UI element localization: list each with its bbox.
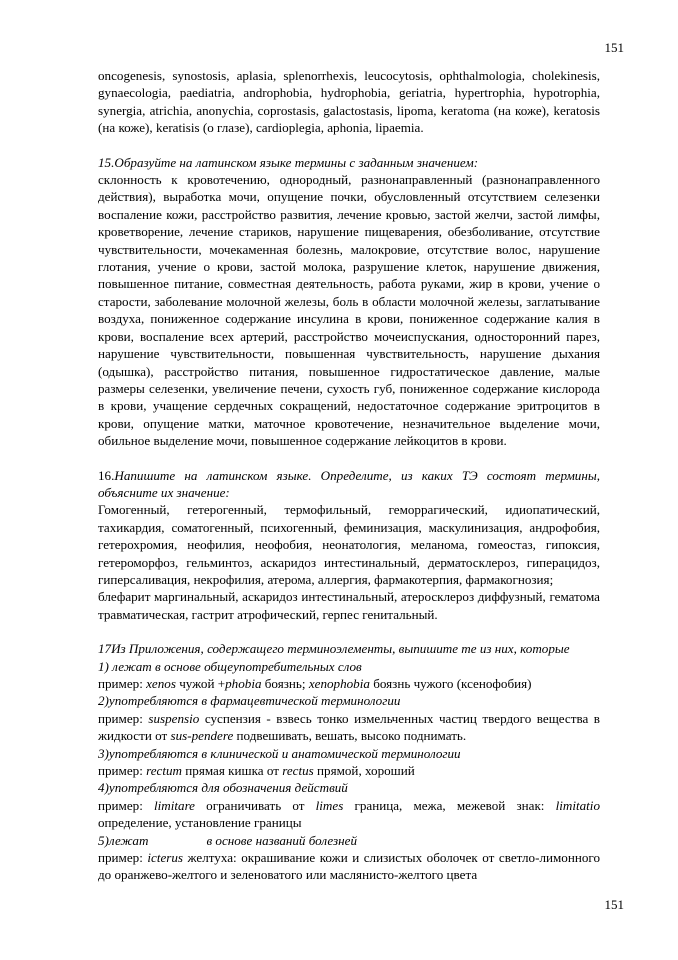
page-number-bottom: 151 [604, 897, 624, 912]
exercise-15-heading: 15.Образуйте на латинском языке термины с заданным значением: [98, 154, 479, 170]
example-text: желтуха: окрашивание кожи и слизистых оболочек от светло-лимонного до оранжево-желтого и зеленоватого или маслянисто-желтого цвета [98, 850, 600, 883]
exercise-16-body-1: Гомогенный, гетерогенный, термофильный, геморрагический, идиопатический, тахикардия, соматогенный, психогенный, феминизация, маскулинизация, андрофобия, гетерохромия, неофилия, неофобия, неонатология, меланома, гомеостаз, гипоксия, гетероморфоз, гельминтоз, аскаридоз интестинальный, дерматосклероз, гиперацидоз, гиперсаливация, некрофилия, атерома, аллергия, фармакотерпия, фармакогнозия; [98, 502, 600, 587]
page-number-top: 151 [604, 40, 624, 55]
example-prefix: пример: [98, 763, 147, 779]
latin-term: limitare [154, 797, 195, 813]
example-text: боязнь; [261, 676, 309, 691]
exercise-17-item-3-heading: 3)употребляются в клинической и анатомической терминологии [98, 745, 461, 761]
latin-term: limitatio [555, 797, 600, 813]
example-text: суспензия - взвесь тонко измельченных частиц твердого вещества в жидкости от [98, 710, 600, 744]
example-prefix: пример: [98, 850, 148, 866]
exercise-17-item-1-example [98, 675, 600, 692]
exercise-17-item-1-heading: 1) лежат в основе общеупотребительных слов [98, 658, 362, 674]
spacer [98, 137, 600, 154]
example-text: ограничивать от [195, 797, 316, 813]
latin-term: xenophobia [308, 676, 370, 691]
exercise-17-item-2-example [98, 710, 600, 745]
latin-term: limes [315, 797, 344, 813]
exercise-17-item-2-heading: 2)употребляются в фармацевтической терминологии [98, 693, 401, 709]
exercise-17-item-5-heading [98, 832, 600, 849]
latin-term: suspensio [148, 710, 200, 726]
example-text: подвешивать, вешать, высоко поднимать. [233, 728, 467, 744]
example-text: прямая кишка от [182, 763, 283, 779]
example-text: граница, межа, межевой знак: [343, 797, 556, 813]
spacer [98, 450, 600, 467]
heading-part: в основе названий болезней [206, 832, 358, 848]
latin-term: phobia [225, 676, 262, 691]
example-prefix: пример: [98, 710, 149, 726]
exercise-17-heading: 17Из Приложения, содержащего терминоэлементы, выпишите те из них, которые [98, 641, 570, 657]
latin-term: icterus [147, 850, 184, 866]
latin-term: rectus [282, 763, 314, 779]
page-content [98, 67, 600, 884]
spacer [98, 623, 600, 640]
exercise-16-number: 16. [98, 467, 115, 483]
example-text: определение, установление границы [98, 815, 302, 831]
latin-term: sus-pendere [170, 728, 234, 744]
exercise-17-item-4-heading: 4)употребляются для обозначения действий [98, 780, 348, 796]
exercise-15-body: склонность к кровотечению, однородный, разнонаправленный (разнонаправленного действия), выработка мочи, опущение почки, обусловленный отсутствием селезенки воспаление кожи, расстройство развития, лечение кровью, застой желчи, застой лимфы, кроветворение, лечение стариков, нарушение пищеварения, обезболивание, отсутствие чувствительности, мочекаменная болезнь, малокровие, отсутствие волос, нарушение глотания, учение о крови, застой молока, разрушение клеток, нарушение движения, повышенное питание, совместная деятельность, работа руками, жир в крови, учение о старости, заболевание молочной железы, боль в области молочной железы, заглатывание воздуха, пониженное содержание инсулина в крови, пониженное содержание калия в крови, воспаление всех артерий, расстройство мочеиспускания, односторонний парез, нарушение чувствительности, повышенная чувствительность, нарушение дыхания (одышка), расстройство питания, повышенное гидростатическое давление, малые размеры селезенки, увеличение печени, сухость губ, пониженное содержание кислорода в крови, учащение сердечных сокращений, недостаточное содержание эритроцитов в крови, опущение матки, маточное кровотечение, незначительное выделение мочи, обильное выделение мочи, повышенное содержание лейкоцитов в крови. [98, 172, 600, 449]
exercise-17-item-3-example [98, 762, 600, 779]
example-text: прямой, хороший [313, 763, 415, 779]
exercise-17-item-5-example [98, 849, 600, 884]
exercise-16-body-2: блефарит маргинальный, аскаридоз интестинальный, атеросклероз диффузный, гематома травматическая, гастрит атрофический, герпес генитальный. [98, 589, 600, 622]
exercise-16-heading [98, 467, 600, 502]
latin-term: xenos [146, 676, 176, 691]
example-text: чужой + [175, 676, 226, 691]
example-text: боязнь чужого (ксенофобия) [369, 676, 532, 691]
example-prefix: пример: [98, 676, 147, 691]
heading-part: 5)лежат [98, 832, 149, 848]
exercise-17-item-4-example [98, 797, 600, 832]
example-prefix: пример: [98, 797, 155, 813]
terms-paragraph: oncogenesis, synostosis, aplasia, splenorrhexis, leucocytosis, ophthalmologia, cholekinesis, gynaecologia, paediatria, androphobia, hydrophobia, geriatria, hypertrophia, hypotrophia, synergia, atrichia, anonychia, coprostasis, galactostasis, lipoma, keratoma (на коже), keratosis (на коже), keratisis (о глазе), cardioplegia, aphonia, lipaemia. [98, 68, 600, 136]
exercise-16-heading-text: Напишите на латинском языке. Определите, из каких ТЭ состоят термины, объясните их значение: [98, 467, 600, 500]
latin-term: rectum [146, 763, 182, 779]
